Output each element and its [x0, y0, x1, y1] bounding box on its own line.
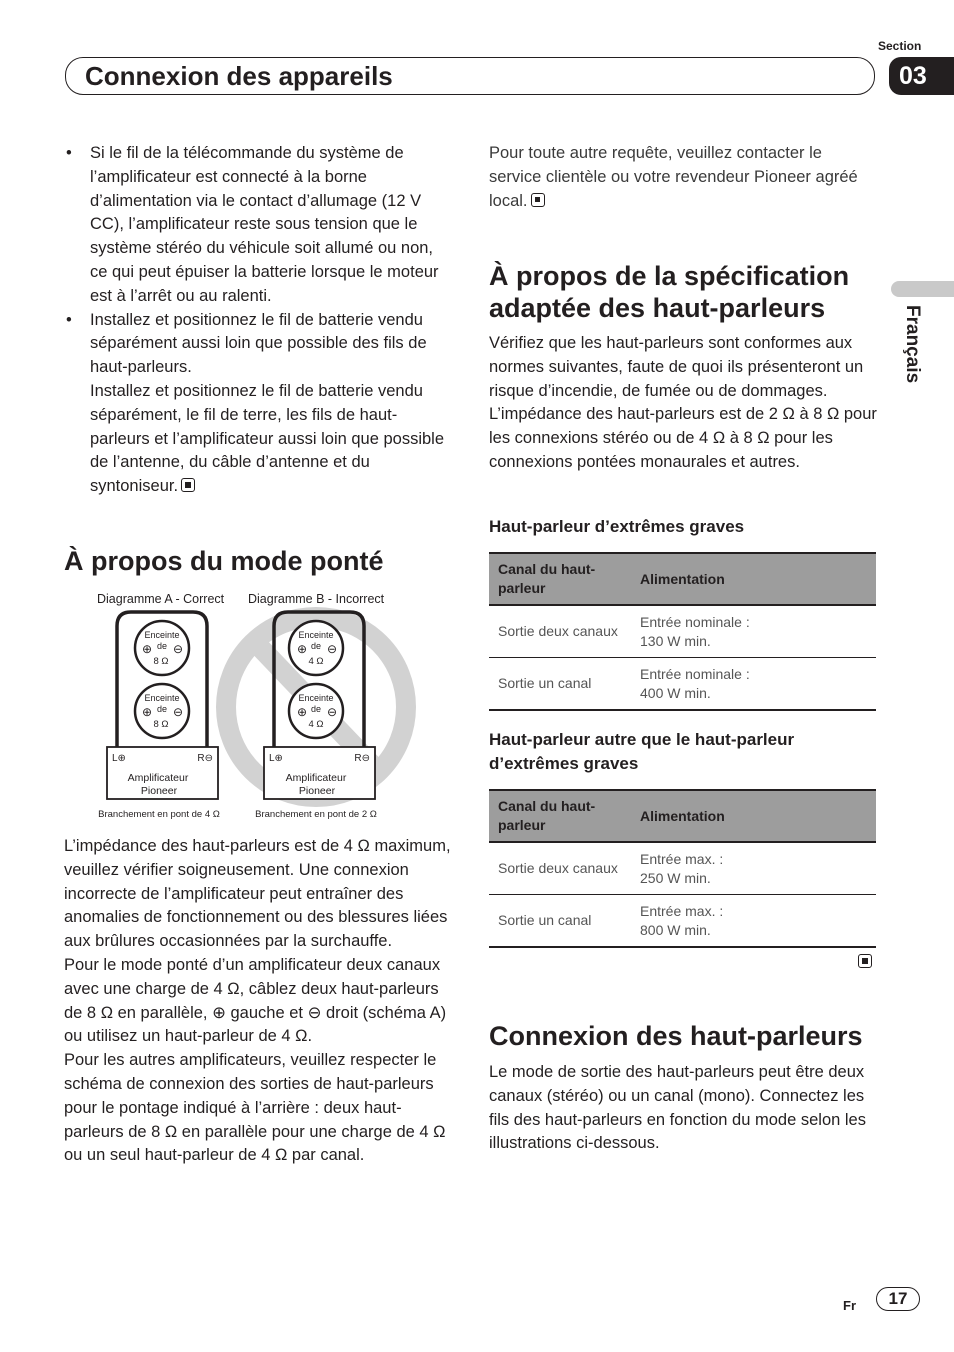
table-row: [489, 605, 876, 658]
cell-line: Entrée nominale :: [640, 665, 750, 682]
speaker-label: Enceinte: [144, 630, 180, 640]
speaker-label: de: [310, 704, 322, 714]
language-label: Français: [902, 305, 923, 384]
list-item-text: Si le fil de la télécommande du système de l’amplificateur est connecté à la borne d’alimentation via le contact d’allumage (12 V CC), l’amplificateur reste sous tension que le système stéréo du véhicule soit allumé ou non, ce qui peut épuiser la batterie lorsque le moteur est à l’arrêt ou au ralenti.: [90, 144, 439, 305]
speaker-label: de: [156, 641, 168, 651]
speaker-impedance: 4 Ω: [308, 719, 324, 730]
footer-language-code: Fr: [843, 1298, 856, 1313]
table-header-row: [489, 790, 876, 842]
paragraph: Pour le mode ponté d’un amplificateur deux canaux avec une charge de 4 Ω, câblez deux haut-parleurs de 8 Ω en parallèle, ⊕ gauche et ⊖ droit (schéma A) ou utilisez un haut-parleur de 4 Ω.: [64, 955, 447, 1046]
section-number-badge: 03: [889, 57, 954, 95]
diagram-b: [255, 612, 377, 820]
end-of-section-icon: [181, 478, 195, 492]
table-cell: Sortie deux canaux: [489, 605, 631, 658]
paragraph: L’impédance des haut-parleurs est de 4 Ω maximum, veuillez vérifier soigneusement. Une connexion incorrecte de l’amplificateur peut entraîner des anomalies de fonctionnement ou des blessures liées aux brûlures occasionnées par la surchauffe.: [64, 837, 451, 951]
amp-label: Pioneer: [298, 785, 336, 797]
table-cell: [631, 658, 876, 711]
end-of-section-icon: [531, 193, 545, 207]
page-number: 17: [876, 1287, 920, 1311]
cell-line: Entrée nominale :: [640, 613, 750, 630]
table-title-non-subwoofer: Haut-parleur autre que le haut-parleur d’extrêmes graves: [489, 730, 795, 773]
section-heading-speaker-spec: À propos de la spécification adaptée des haut-parleurs: [489, 261, 850, 323]
minus-terminal-icon: ⊖: [326, 705, 338, 719]
paragraph: Pour les autres amplificateurs, veuillez respecter le schéma de connexion des sorties de haut-parleurs pour le pontage indiqué à l’arrière : deux haut-parleurs de 8 Ω en parallèle pour une charge de 4 Ω ou un seul haut-parleur de 4 Ω par canal.: [64, 1051, 446, 1165]
table-cell: [631, 895, 876, 948]
cell-line: Entrée max. :: [640, 850, 724, 867]
bridge-text-block: [64, 835, 454, 1168]
spec-table-subwoofer: [489, 552, 876, 711]
amp-label: Amplificateur: [285, 772, 347, 784]
diagram-a: [98, 612, 220, 820]
cell-line: 250 W min.: [640, 869, 711, 886]
plus-terminal-icon: ⊕: [296, 642, 308, 656]
cell-line: 130 W min.: [640, 632, 711, 649]
amp-right-terminal: R⊖: [197, 753, 213, 764]
table-header-row: [489, 553, 876, 605]
cell-line: Entrée max. :: [640, 902, 724, 919]
language-tab: [891, 281, 954, 297]
table-cell: [631, 605, 876, 658]
spec-table-non-subwoofer: [489, 789, 876, 948]
minus-terminal-icon: ⊖: [326, 642, 338, 656]
section-heading-bridge-mode: À propos du mode ponté: [64, 546, 384, 576]
bullet-dot: •: [66, 310, 72, 329]
section-label: Section: [878, 39, 922, 53]
bridge-wiring-diagram: [95, 590, 425, 822]
speaker-label: de: [156, 704, 168, 714]
table-row: [489, 842, 876, 895]
list-item-text: Installez et positionnez le fil de batterie vendu séparément aussi loin que possible des fils de haut-parleurs.: [90, 310, 427, 377]
amp-label: Amplificateur: [127, 772, 189, 784]
speaker-label: Enceinte: [298, 693, 334, 703]
amp-left-terminal: L⊕: [112, 753, 126, 764]
bullet-dot: •: [66, 144, 72, 162]
list-item: [64, 309, 454, 499]
end-of-section-icon: [858, 954, 872, 968]
speaker-label: de: [310, 641, 322, 651]
plus-terminal-icon: ⊕: [296, 705, 308, 719]
amp-left-terminal: L⊕: [269, 753, 283, 764]
table-cell: Sortie deux canaux: [489, 842, 631, 895]
column-header: Alimentation: [631, 553, 876, 605]
minus-terminal-icon: ⊖: [172, 705, 184, 719]
speaker-impedance: 8 Ω: [153, 656, 169, 667]
intro-text: Pour toute autre requête, veuillez contacter le service clientèle ou votre revendeur Pioneer agréé local.: [489, 144, 858, 210]
speaker-label: Enceinte: [144, 693, 180, 703]
amp-right-terminal: R⊖: [354, 753, 370, 764]
list-item: [64, 142, 454, 309]
spec-paragraph: Vérifiez que les haut-parleurs sont conformes aux normes suivantes, faute de quoi ils présenteront un risque d’incendie, de fumée ou de dommages. L’impédance des haut-parleurs est de 2 Ω à 8 Ω pour les connexions stéréo ou de 4 Ω à 8 Ω pour les connexions pontées monaurales et autres.: [489, 334, 877, 471]
intro-paragraph: [489, 142, 877, 213]
list-item-continuation: Installez et positionnez le fil de batterie vendu séparément, le fil de terre, les fils de haut-parleurs et l’amplificateur aussi loin que possible de l’antenne, du câble d’antenne et du syntoniseur.: [90, 381, 445, 496]
table-row: [489, 658, 876, 711]
table-cell: [631, 842, 876, 895]
diagram-b-label: Diagramme B - Incorrect: [248, 592, 385, 606]
column-header: Canal du haut-parleur: [489, 553, 631, 605]
diagram-a-label: Diagramme A - Correct: [97, 592, 225, 606]
section-heading-speaker-connection: Connexion des haut-parleurs: [489, 1021, 863, 1051]
plus-terminal-icon: ⊕: [141, 642, 153, 656]
plus-terminal-icon: ⊕: [141, 705, 153, 719]
speaker-label: Enceinte: [298, 630, 334, 640]
speaker-impedance: 4 Ω: [308, 656, 324, 667]
amp-label: Pioneer: [140, 785, 178, 797]
diagram-a-caption: Branchement en pont de 4 Ω: [98, 809, 220, 820]
cell-line: 400 W min.: [640, 684, 711, 701]
bullet-list: [64, 142, 454, 499]
connection-paragraph: Le mode de sortie des haut-parleurs peut être deux canaux (stéréo) ou un canal (mono). Connectez les fils des haut-parleurs en fonction du mode selon les illustrations ci-dessous.: [489, 1063, 866, 1153]
table-cell: Sortie un canal: [489, 895, 631, 948]
column-header: Canal du haut-parleur: [489, 790, 631, 842]
table-title-subwoofer: Haut-parleur d’extrêmes graves: [489, 517, 745, 536]
cell-line: 800 W min.: [640, 921, 711, 938]
diagram-b-caption: Branchement en pont de 2 Ω: [255, 809, 377, 820]
speaker-impedance: 8 Ω: [153, 719, 169, 730]
page-title: Connexion des appareils: [85, 61, 393, 91]
column-header: Alimentation: [631, 790, 876, 842]
table-row: [489, 895, 876, 948]
minus-terminal-icon: ⊖: [172, 642, 184, 656]
table-cell: Sortie un canal: [489, 658, 631, 711]
